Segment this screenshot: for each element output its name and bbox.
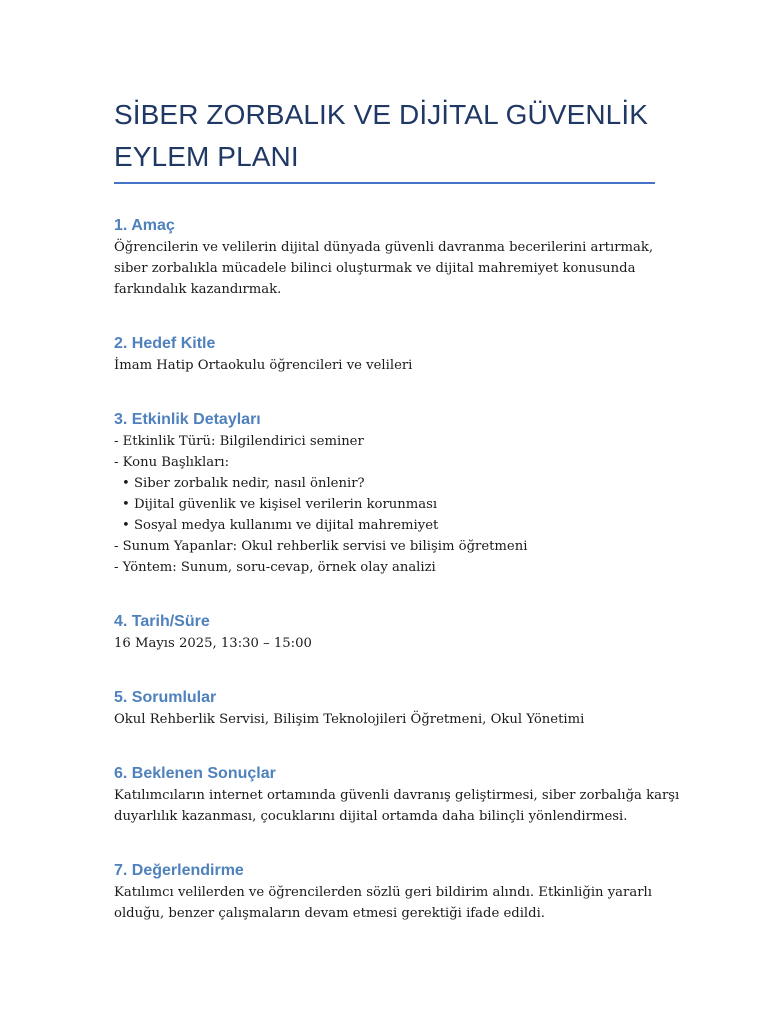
title-underline <box>114 182 655 184</box>
document-title-line-1: SİBER ZORBALIK VE DİJİTAL GÜVENLİK <box>114 99 648 130</box>
document-title <box>114 94 655 178</box>
text-line: siber zorbalıkla mücadele bilinci oluşturmak ve dijital mahremiyet konusunda <box>114 261 636 276</box>
text-line: farkındalık kazandırmak. <box>114 282 282 297</box>
section-etkinlik <box>114 409 655 578</box>
list-item: - Sunum Yapanlar: Okul rehberlik servisi ve bilişim öğretmeni <box>114 539 528 554</box>
section-amac <box>114 215 655 300</box>
section-heading-hedef-kitle: 2. Hedef Kitle <box>114 335 216 352</box>
text-line: Okul Rehberlik Servisi, Bilişim Teknolojileri Öğretmeni, Okul Yönetimi <box>114 712 585 727</box>
section-heading-sonuclar: 6. Beklenen Sonuçlar <box>114 765 276 782</box>
section-body-hedef-kitle <box>114 355 655 376</box>
text-line: duyarlılık kazanması, çocuklarını dijital ortamda daha bilinçli yönlendirmesi. <box>114 809 628 824</box>
section-sorumlular <box>114 687 655 730</box>
section-heading-tarih: 4. Tarih/Süre <box>114 613 210 630</box>
list-item: - Konu Başlıkları: <box>114 455 230 470</box>
bullet-item: • Siber zorbalık nedir, nasıl önlenir? <box>122 476 365 491</box>
section-body-tarih <box>114 633 655 654</box>
section-heading-degerlendirme: 7. Değerlendirme <box>114 862 244 879</box>
section-sonuclar <box>114 763 680 827</box>
bullet-item: • Dijital güvenlik ve kişisel verilerin korunması <box>122 497 438 512</box>
section-heading-amac: 1. Amaç <box>114 217 175 234</box>
section-body-sorumlular <box>114 709 655 730</box>
text-line: 16 Mayıs 2025, 13:30 – 15:00 <box>114 636 312 651</box>
document-title-line-2: EYLEM PLANI <box>114 141 299 172</box>
list-item: - Yöntem: Sunum, soru-cevap, örnek olay analizi <box>114 560 436 575</box>
section-heading-etkinlik: 3. Etkinlik Detayları <box>114 411 261 428</box>
text-line: olduğu, benzer çalışmaların devam etmesi gerektiği ifade edildi. <box>114 906 545 921</box>
text-line: Katılımcı velilerden ve öğrencilerden sözlü geri bildirim alındı. Etkinliğin yararlı <box>114 885 652 900</box>
text-line: Öğrencilerin ve velilerin dijital dünyada güvenli davranma becerilerini artırmak, <box>114 240 654 255</box>
section-heading-sorumlular: 5. Sorumlular <box>114 689 217 706</box>
list-item: - Etkinlik Türü: Bilgilendirici seminer <box>114 434 364 449</box>
section-degerlendirme <box>114 860 655 924</box>
bullet-item: • Sosyal medya kullanımı ve dijital mahremiyet <box>122 518 439 533</box>
section-tarih <box>114 611 655 654</box>
section-body-amac <box>114 237 655 300</box>
document-page <box>114 94 680 924</box>
section-body-etkinlik <box>114 431 655 578</box>
text-line: İmam Hatip Ortaokulu öğrencileri ve velileri <box>114 358 413 373</box>
section-body-degerlendirme <box>114 882 655 924</box>
section-hedef-kitle <box>114 333 655 376</box>
text-line: Katılımcıların internet ortamında güvenli davranış geliştirmesi, siber zorbalığa karşı <box>114 788 680 803</box>
section-body-sonuclar <box>114 785 680 827</box>
